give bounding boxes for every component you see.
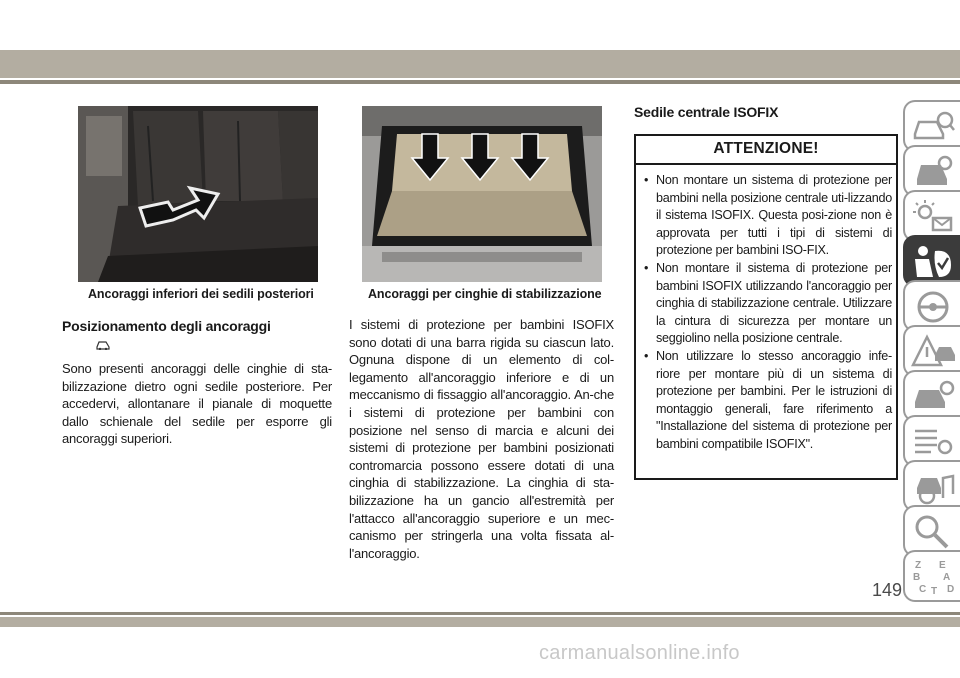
anchor-position-paragraph: Sono presenti ancoraggi delle cinghie di sta-bilizzazione dietro ogni sedile posteriore. Per accedervi, allontanare il pianale di moquette dallo schienale del sedile per esporre gli ancoraggi superiori.	[62, 361, 332, 447]
car-controls-icon	[911, 153, 955, 191]
left-figure-caption: Ancoraggi inferiori dei sedili posteriori	[88, 287, 314, 301]
rear-seats-photo	[78, 106, 318, 282]
multimedia-icon	[911, 468, 955, 506]
car-info-icon	[911, 108, 955, 146]
specifications-icon	[911, 423, 955, 461]
watermark-text: carmanualsonline.info	[539, 642, 740, 664]
index-letter: C	[919, 584, 927, 595]
cargo-area-photo	[362, 106, 602, 282]
index-letter: E	[939, 560, 946, 571]
index-letter: D	[947, 584, 955, 595]
section-heading-isofix-center: Sedile centrale ISOFIX	[634, 104, 779, 120]
warning-lights-icon	[911, 198, 955, 236]
footer-rule	[0, 612, 960, 615]
header-rule	[0, 80, 960, 84]
middle-figure-caption: Ancoraggi per cinghie di stabilizzazione	[368, 287, 602, 301]
car-service-icon	[911, 378, 955, 416]
warning-item: • Non montare il sistema di protezione per bambini ISOFIX utilizzando l'ancoraggio per cinghia di stabilizzazione centrale. Utilizzare la cintura di sicurezza per montare un seggiolino nella posizione centrale.	[644, 260, 892, 348]
warning-divider	[636, 163, 896, 165]
section-heading-anchor-position: Posizionamento degli ancoraggi	[62, 318, 271, 334]
steering-wheel-icon	[911, 288, 955, 326]
index-letter: Z	[915, 560, 922, 571]
warning-list	[644, 172, 892, 454]
warning-item: • Non montare un sistema di protezione per bambini nella posizione centrale uti-lizzando il sistema ISOFIX. Questa posi-zione non è approvata per tutti i tipi di sistemi di protezione per bambini ISO-FIX.	[644, 172, 892, 260]
warning-item: • Non utilizzare lo stesso ancoraggio infe-riore per montare più di un sistema di protezione per bambini. Per le istruzioni di montaggio generali, fare riferimento a "Installazione del sistema di protezione per bambini compatibile ISOFIX".	[644, 348, 892, 454]
index-icon	[911, 558, 955, 596]
chapter-tabs-sidebar	[903, 100, 960, 600]
page-number: 149	[872, 580, 903, 600]
search-icon	[911, 513, 955, 551]
warning-box	[634, 134, 898, 480]
tab-index[interactable]	[903, 550, 960, 602]
warning-title: ATTENZIONE!	[713, 140, 819, 157]
child-safety-icon	[911, 243, 955, 281]
index-letter: A	[943, 572, 951, 583]
footer-band	[0, 617, 960, 627]
car-symbol-icon	[96, 337, 110, 355]
index-letter: T	[931, 586, 938, 596]
roadside-warning-icon	[911, 333, 955, 371]
isofix-description-paragraph: I sistemi di protezione per bambini ISOFIX sono dotati di una barra rigida su ciascun lato. Ognuna dispone di un elemento di col-legamento all'ancoraggio inferiore e di un meccanismo di fissaggio all'ancoraggio. An-che i sistemi di protezione per bambini con posizione nel senso di marcia e alcuni dei sistemi di protezione per bambini posizionati contromarcia possono essere dotati di una cinghia di stabilizzazione. La cinghia di sta-bilizzazione ha un gancio all'estremità per l'attacco all'ancoraggio superiore e un mec-canismo per stringerla una volta fissata al-l'ancoraggio.	[349, 317, 614, 561]
header-band	[0, 50, 960, 78]
index-letter: B	[913, 572, 921, 583]
